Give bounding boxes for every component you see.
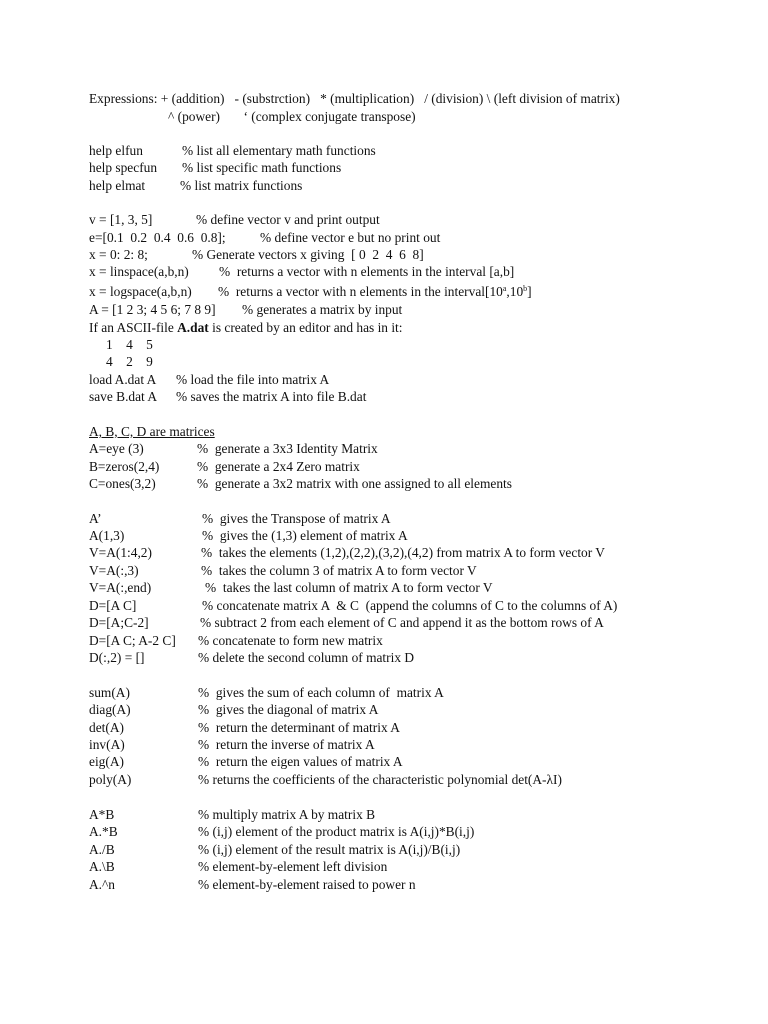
help-desc: % list matrix functions xyxy=(180,178,303,193)
elementwise-desc: % (i,j) element of the product matrix is A(i,j)*B(i,j) xyxy=(198,824,475,839)
linspace-desc: % returns a vector with n elements in the interval [a,b] xyxy=(219,264,515,279)
elementwise-cmd: A.\B xyxy=(89,859,115,874)
elementwise-desc: % element-by-element raised to power n xyxy=(198,877,416,892)
create-cmd: B=zeros(2,4) xyxy=(89,459,160,474)
op-desc: % gives the Transpose of matrix A xyxy=(202,511,391,526)
load-cmd: load A.dat A xyxy=(89,372,157,387)
func-desc: % return the determinant of matrix A xyxy=(198,720,400,735)
vector-x-cmd: x = 0: 2: 8; xyxy=(89,247,148,262)
vector-v-cmd: v = [1, 3, 5] xyxy=(89,212,153,227)
func-desc: % returns the coefficients of the characteristic polynomial det(A-λI) xyxy=(198,772,562,787)
save-cmd: save B.dat A xyxy=(89,389,158,404)
op-desc: % gives the (1,3) element of matrix A xyxy=(202,528,408,543)
vector-x-desc: % Generate vectors x giving [ 0 2 4 6 8] xyxy=(192,247,424,262)
ascii-row-1: 1 4 5 xyxy=(106,337,153,352)
op-cmd: V=A(:,3) xyxy=(89,563,139,578)
func-cmd: sum(A) xyxy=(89,685,130,700)
op-cmd: D=[A;C-2] xyxy=(89,615,149,630)
op-desc: % takes the last column of matrix A to form vector V xyxy=(205,580,493,595)
func-cmd: inv(A) xyxy=(89,737,125,752)
ascii-file-line: If an ASCII-file A.dat is created by an editor and has in it: xyxy=(89,320,403,335)
create-cmd: A=eye (3) xyxy=(89,441,144,456)
help-cmd: help elmat xyxy=(89,178,146,193)
help-desc: % list all elementary math functions xyxy=(182,143,376,158)
load-desc: % load the file into matrix A xyxy=(176,372,330,387)
elementwise-cmd: A.^n xyxy=(89,877,115,892)
elementwise-cmd: A./B xyxy=(89,842,115,857)
op-cmd: V=A(:,end) xyxy=(89,580,152,595)
create-desc: % generate a 3x3 Identity Matrix xyxy=(197,441,378,456)
help-desc: % list specific math functions xyxy=(182,160,342,175)
op-cmd: A’ xyxy=(89,511,102,526)
vector-e-desc: % define vector e but no print out xyxy=(260,230,441,245)
matrix-input-cmd: A = [1 2 3; 4 5 6; 7 8 9] xyxy=(89,302,216,317)
func-desc: % return the eigen values of matrix A xyxy=(198,754,403,769)
op-cmd: V=A(1:4,2) xyxy=(89,545,152,560)
create-desc: % generate a 2x4 Zero matrix xyxy=(197,459,360,474)
expressions-line-2: ^ (power) ‘ (complex conjugate transpose) xyxy=(168,109,416,124)
elementwise-cmd: A*B xyxy=(89,807,115,822)
func-desc: % gives the diagonal of matrix A xyxy=(198,702,379,717)
elementwise-cmd: A.*B xyxy=(89,824,118,839)
elementwise-desc: % element-by-element left division xyxy=(198,859,388,874)
op-desc: % concatenate matrix A & C (append the columns of C to the columns of A) xyxy=(202,598,618,613)
elementwise-desc: % (i,j) element of the result matrix is A(i,j)/B(i,j) xyxy=(198,842,461,857)
op-desc: % subtract 2 from each element of C and append it as the bottom rows of A xyxy=(200,615,604,630)
help-cmd: help specfun xyxy=(89,160,158,175)
op-desc: % takes the column 3 of matrix A to form vector V xyxy=(201,563,477,578)
op-desc: % concatenate to form new matrix xyxy=(198,633,383,648)
vector-v-desc: % define vector v and print output xyxy=(196,212,380,227)
logspace-desc: % returns a vector with n elements in the interval[10$^a$,10$^b$] xyxy=(218,284,532,299)
op-cmd: D=[A C; A-2 C] xyxy=(89,633,176,648)
linspace-cmd: x = linspace(a,b,n) xyxy=(89,264,189,279)
func-desc: % return the inverse of matrix A xyxy=(198,737,375,752)
create-desc: % generate a 3x2 matrix with one assigned to all elements xyxy=(197,476,512,491)
ascii-row-2: 4 2 9 xyxy=(106,354,153,369)
func-cmd: eig(A) xyxy=(89,754,124,769)
help-cmd: help elfun xyxy=(89,143,143,158)
func-cmd: poly(A) xyxy=(89,772,132,787)
logspace-cmd: x = logspace(a,b,n) xyxy=(89,284,192,299)
expressions-line-1: Expressions: + (addition) - (substrction) * (multiplication) / (division) \ (left division of matrix) xyxy=(89,91,620,106)
op-cmd: D(:,2) = [] xyxy=(89,650,145,665)
func-cmd: det(A) xyxy=(89,720,124,735)
func-desc: % gives the sum of each column of matrix A xyxy=(198,685,444,700)
func-cmd: diag(A) xyxy=(89,702,131,717)
create-cmd: C=ones(3,2) xyxy=(89,476,156,491)
op-desc: % takes the elements (1,2),(2,2),(3,2),(4,2) from matrix A to form vector V xyxy=(201,545,605,560)
elementwise-desc: % multiply matrix A by matrix B xyxy=(198,807,376,822)
matrices-heading: A, B, C, D are matrices xyxy=(89,424,215,439)
op-cmd: D=[A C] xyxy=(89,598,137,613)
vector-e-cmd: e=[0.1 0.2 0.4 0.6 0.8]; xyxy=(89,230,226,245)
matrix-input-desc: % generates a matrix by input xyxy=(242,302,403,317)
save-desc: % saves the matrix A into file B.dat xyxy=(176,389,367,404)
op-cmd: A(1,3) xyxy=(89,528,125,543)
op-desc: % delete the second column of matrix D xyxy=(198,650,415,665)
